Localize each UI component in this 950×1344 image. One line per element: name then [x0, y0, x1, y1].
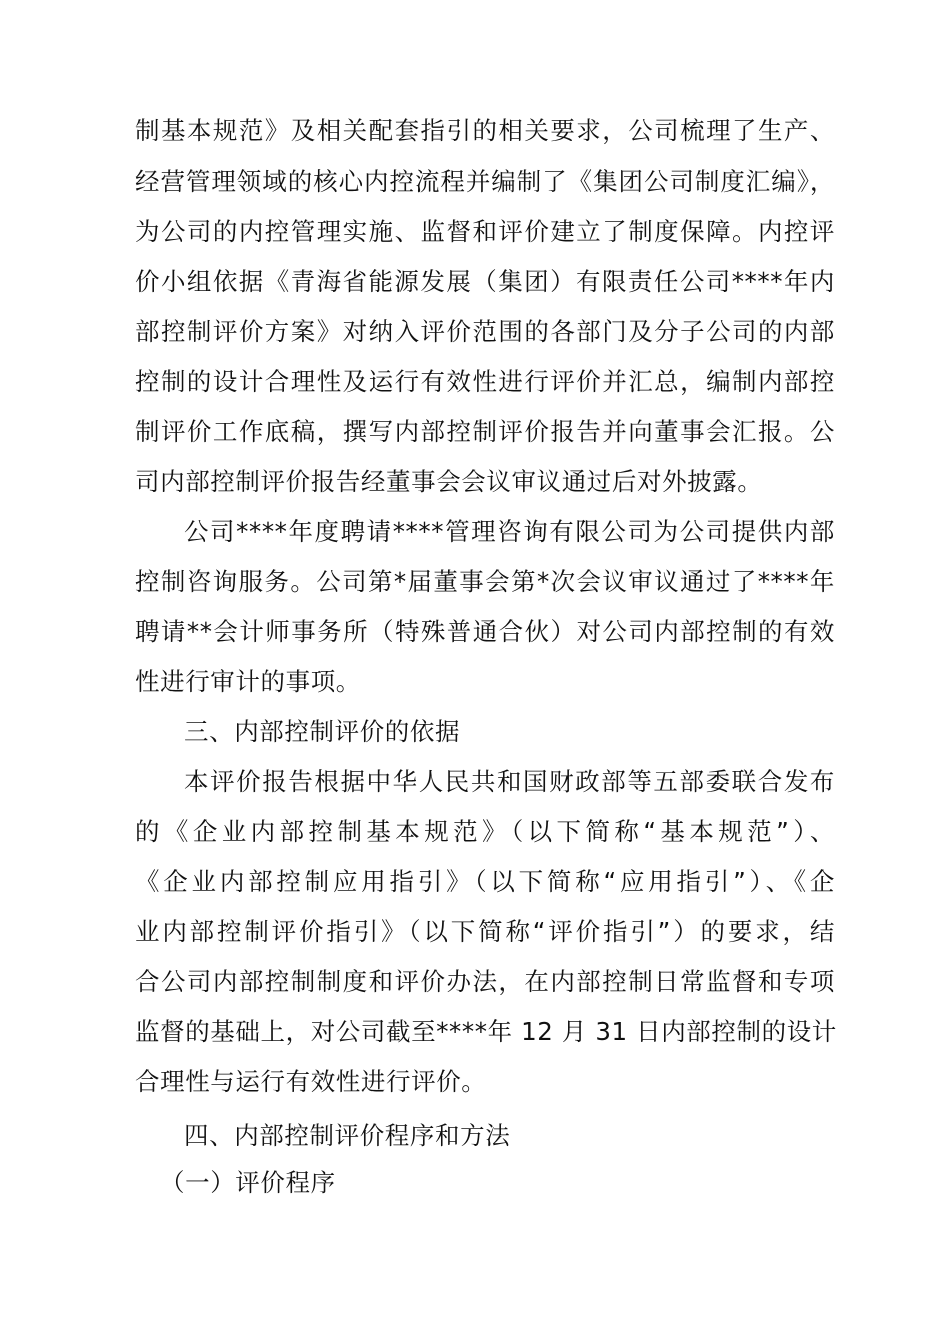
- paragraph3-line: 《企业内部控制应用指引》（以下简称“应用指引”）、《企: [135, 867, 835, 896]
- paragraph3-line: 本评价报告根据中华人民共和国财政部等五部委联合发布: [184, 767, 835, 796]
- paragraph3-line: 合理性与运行有效性进行评价。: [135, 1067, 487, 1096]
- paragraph3-line: 业内部控制评价指引》（以下简称“评价指引”）的要求，结: [135, 917, 835, 946]
- paragraph2-line: 聘请**会计师事务所（特殊普通合伙）对公司内部控制的有效: [135, 617, 835, 646]
- paragraph2-line: 性进行审计的事项。: [135, 667, 361, 696]
- section-heading-3: 三、内部控制评价的依据: [184, 717, 461, 746]
- paragraph3-line: 合公司内部控制制度和评价办法，在内部控制日常监督和专项: [135, 967, 835, 996]
- paragraph2-line: 控制咨询服务。公司第*届董事会第*次会议审议通过了****年: [135, 567, 835, 596]
- paragraph1-line: 制评价工作底稿，撰写内部控制评价报告并向董事会汇报。公: [135, 417, 835, 446]
- subsection-heading: （一）评价程序: [160, 1168, 336, 1197]
- paragraph1-line: 制基本规范》及相关配套指引的相关要求，公司梳理了生产、: [135, 116, 835, 145]
- paragraph2-line: 公司****年度聘请****管理咨询有限公司为公司提供内部: [184, 517, 835, 546]
- paragraph3-line: 监督的基础上，对公司截至****年 12 月 31 日内部控制的设计: [135, 1017, 837, 1046]
- paragraph1-line: 经营管理领域的核心内控流程并编制了《集团公司制度汇编》，: [135, 167, 835, 196]
- section-heading-4: 四、内部控制评价程序和方法: [184, 1121, 511, 1150]
- paragraph1-line: 司内部控制评价报告经董事会会议审议通过后对外披露。: [135, 467, 763, 496]
- paragraph1-line: 控制的设计合理性及运行有效性进行评价并汇总，编制内部控: [135, 367, 835, 396]
- paragraph1-line: 部控制评价方案》对纳入评价范围的各部门及分子公司的内部: [135, 317, 835, 346]
- paragraph1-line: 价小组依据《青海省能源发展（集团）有限责任公司****年内: [135, 267, 835, 296]
- paragraph3-line: 的《企业内部控制基本规范》（以下简称“基本规范”）、: [135, 817, 835, 846]
- paragraph1-line: 为公司的内控管理实施、监督和评价建立了制度保障。内控评: [135, 217, 835, 246]
